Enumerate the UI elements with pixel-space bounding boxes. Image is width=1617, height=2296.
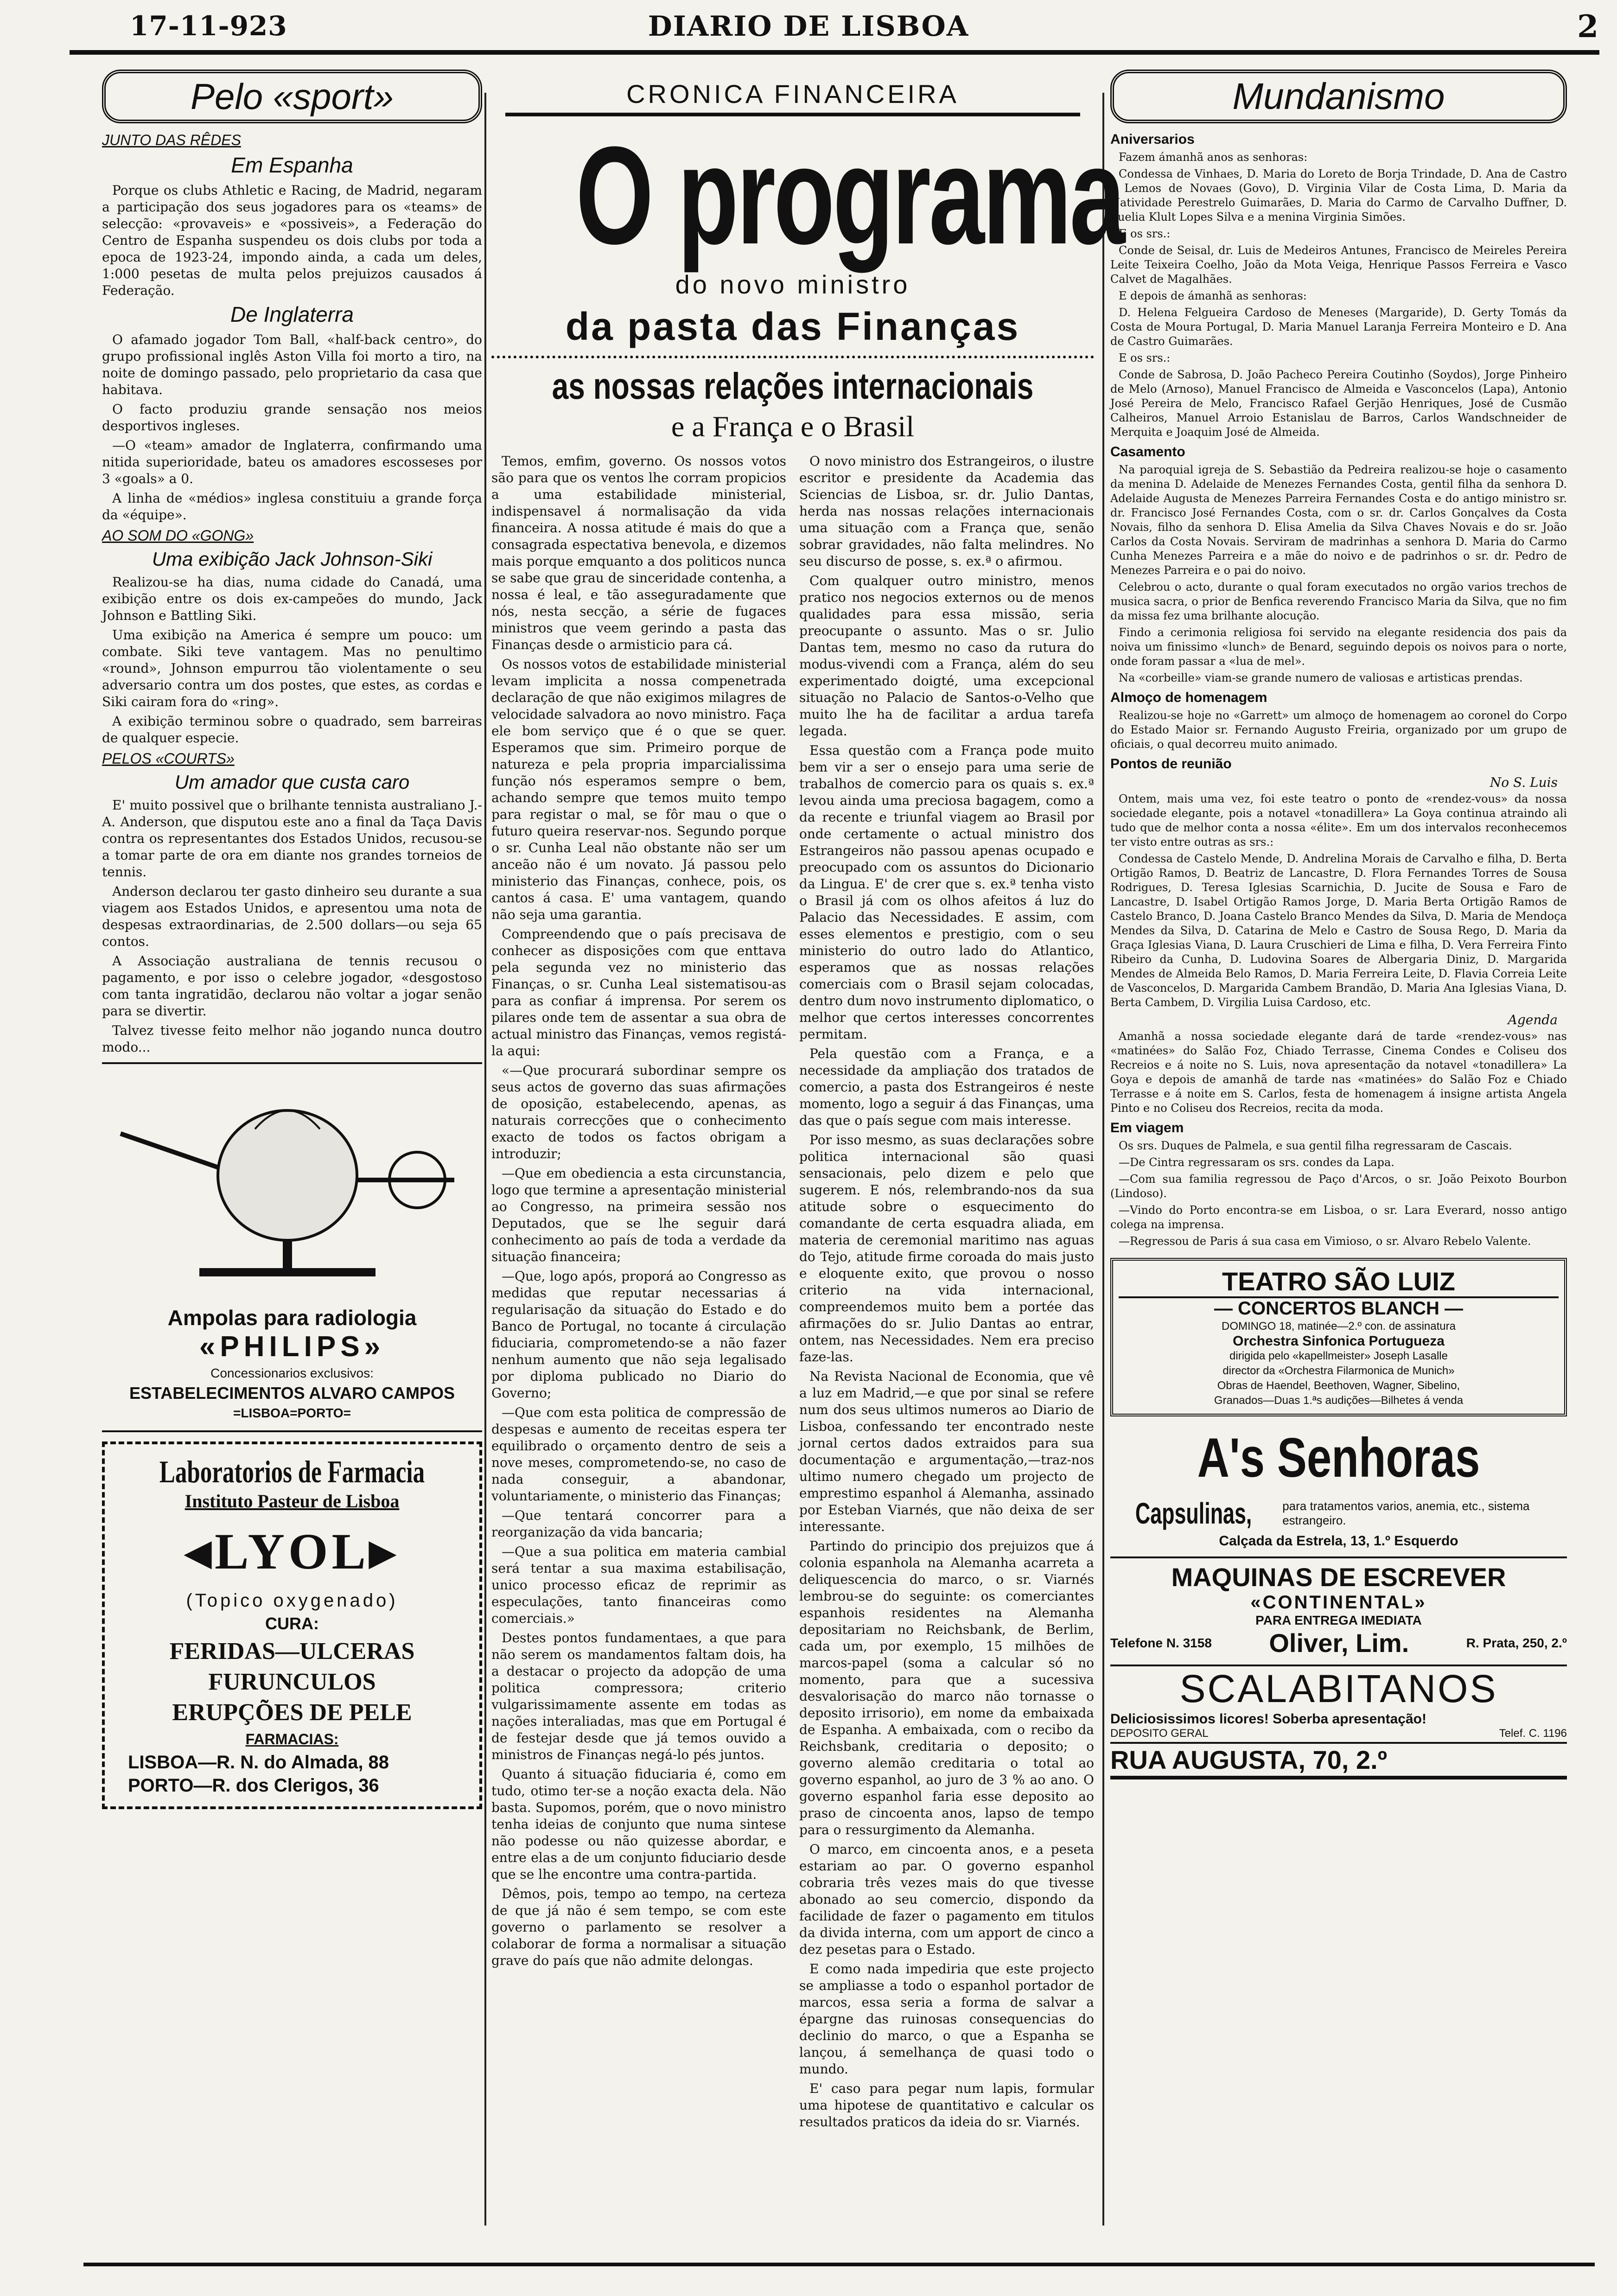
article-paragraph: Pela questão com a França, e a necessidade da ampliação dos tratados de comercio, a pasta dos Estrangeiros é neste momento, logo a seguir á das Finanças, uma das que o país segue com mais interesse. [799,1046,1094,1128]
news-paragraph: Ontem, mais uma vez, foi este teatro o ponto de «rendez-vous» da nossa sociedade elegante, pois a notavel «tonadillera» La Goya continua atraindo ali tudo que de melhor conta a nossa «élite». Em um dos intervalos reconhecemos ter visto entre outras as srs.: [1110,792,1567,848]
article-heading: Em Espanha [231,153,353,177]
ad-text: para tratamentos varios, anemia, etc., sistema estrangeiro. [1282,1499,1530,1527]
news-paragraph: D. Helena Felgueira Cardoso de Meneses (Margaride), D. Gerty Tomás da Costa de Moura Portugal, D. Maria Manuel Laranja Ferreira Monteiro e D. Ana de Castro Guimarães. [1110,306,1567,348]
ad-brand: ◂LYOL▸ [185,1523,399,1580]
news-paragraph: Findo a cerimonia religiosa foi servido na elegante residencia dos pais da noiva um finissimo «lunch» de Benard, seguindo depois os noivos para o norte, onde foram passar a «lua de mel». [1110,626,1567,668]
oliver-line [1110,1628,1567,1658]
ad-text: (Topico oxygenado) [186,1590,398,1611]
ad-headline: Laboratorios de Farmacia [159,1454,425,1489]
subheadline: da pasta das Finanças [565,305,1020,348]
section-heading: Casamento [1110,444,1185,459]
column-divider [484,93,486,2226]
society-section-title: Mundanismo [1110,70,1567,123]
deck-subheadline: e a França e o Brasil [671,410,915,443]
news-paragraph: Na «corbeille» viam-se grande numero de valiosas e artisticas prendas. [1119,671,1523,684]
article-paragraph: A Associação australiana de tennis recusou o pagamento, e por isso o celebre jogador, «desgostoso com tanta ingratidão, declarou não voltar a jogar senão para se divertir. [102,953,482,1019]
kicker-rule [505,113,1080,116]
ad-address: LISBOA—R. N. do Almada, 88 [128,1752,389,1773]
ad-text: dirigida pelo «kapellmeister» Joseph Lasalle [1229,1350,1448,1362]
article-quote: —Que em obediencia a esta circunstancia, logo que termine a apresentação ministerial ao Congresso, na primeira sessão nos Deputados, que se lhe seguir dará conhecimento ao país de toda a verdade da situação financeira; [491,1166,786,1264]
subsection-label: PELOS «COURTS» [102,750,235,767]
news-paragraph: E os srs.: [1119,351,1171,364]
ad-brand: Capsulinas, [1135,1497,1252,1530]
article-paragraph: Com qualquer outro ministro, menos pratico nos negocios externos ou de menos qualidades para essa missão, seria preocupante o assunto. Mas o sr. Julio Dantas tem, mesmo no caso da rutura do modus-vivendi com a França, além do seu experimentado doigté, uma excepcional situação no Palacio de Santos-o-Velho que muito lhe ha de facilitar a ardua tarefa legada. [799,573,1094,739]
ad-text: Obras de Haendel, Beethoven, Wagner, Sibelino, [1217,1379,1460,1392]
article-paragraph: A exibição terminou sobre o quadrado, sem barreiras de qualquer especie. [102,714,482,746]
newspaper-title: DIARIO DE LISBOA [648,10,969,43]
article-body [491,453,1094,2133]
capsulinas-advertisement [1110,1496,1567,1531]
financial-chronicle [491,70,1124,2133]
ad-headline: Ampolas para radiologia [167,1306,417,1330]
article-heading: Uma exibição Jack Johnson-Siki [152,548,433,570]
ad-text: DOMINGO 18, matinée—2.º con. de assinatura [1222,1320,1456,1333]
ad-address: Calçada da Estrela, 13, 1.º Esquerdo [1219,1533,1458,1549]
article-paragraph: Destes pontos fundamentaes, a que para não serem os mandamentos faltam dois, ha a destacar o projecto da adopção de uma politica compressora; criterio vulgarissimamente assente em todas as nações interaliadas, mas que em Portugal é de festejar desde que já temos ouvido a ministros de Finanças negá-lo pés juntos. [491,1630,786,1762]
ad-text: Granados—Duas 1.ªs audições—Bilhetes á venda [1214,1394,1464,1407]
column-divider [1102,93,1104,2226]
article-paragraph: —O «team» amador de Inglaterra, confirmando uma nitida superioridade, bateu os amadores escosseses por 3 «goals» a 0. [102,438,482,486]
article-quote: —Que tentará concorrer para a reorganização da vida bancaria; [491,1508,786,1540]
article-paragraph: E' muito possivel que o brilhante tennista australiano J.-A. Anderson, que disputou este ano a final da Taça Davis contra os representantes dos Estados Unidos, recusou-se a tomar parte de ora em diante nos grandes torneios de tennis. [102,797,482,880]
issue-date: 17-11-923 [130,10,287,42]
article-paragraph: Uma exibição na America é sempre um pouco: um combate. Siki teve vantagem. Mas no penultimo «round», Johnson empurrou tão violentamente o seu adversario contra um dos postes, que estes, as cordas e Siki cairam fora do «ring». [102,627,482,709]
article-paragraph: E como nada impediria que este projecto se ampliasse a todo o espanhol portador de marcos, essa seria a forma de salvar a épargne das ruinosas consequencias do declinio do marco, o que a Espanha se lançou, á semelhança de quasi todo o mundo. [799,1961,1094,2077]
ad-headline: TEATRO SÃO LUIZ [1119,1266,1559,1298]
section-heading: Pontos de reunião [1110,756,1232,772]
ad-cities: =LISBOA=PORTO= [233,1406,351,1420]
news-paragraph: Condessa de Vinhaes, D. Maria do Loreto de Borja Trindade, D. Ana de Castro e Lemos de Novaes (Govo), D. Virginia Vilar de Costa Lima, D. Maria da Natividade Perestrelo Guimarães, D. Maria do Carmo de Carvalho Duffner, D. Luelia Klult Lopes Silva e a menina Virginia Simões. [1110,167,1567,223]
headline: O programa [576,117,1124,273]
news-paragraph: E os srs.: [1119,227,1171,240]
article-quote: —Que a sua politica em materia cambial será tentar a sua maxima estabilisação, unico processo eficaz de reprimir as especulações, tanto financeiras como comerciais.» [491,1544,786,1626]
section-heading: Almoço de homenagem [1110,690,1267,705]
article-paragraph: A linha de «médios» inglesa constituiu a grande força da «équipe». [102,491,482,523]
article-paragraph: Dêmos, pois, tempo ao tempo, na certeza de que já não é sem tempo, se com este governo o parlamento se resolver a colaborar de forma a normalisar a situação grave do país que não admite delongas. [491,1886,786,1968]
article-paragraph: Essa questão com a França pode muito bem vir a ser o ensejo para uma serie de trabalhos de comercio para os quais s. ex.ª levou ainda uma preciosa bagagem, como a da recente e triunfal viagem ao Brasil por onde certamente o actual ministro dos Estrangeiros não passou apenas ocupado e preocupado com os assuntos do Dicionario da Lingua. E' de crer que s. ex.ª tenha visto o Brasil já com os olhos afeitos á luz do Palacio das Necessidades. E assim, com esses elementos e prestigio, com o seu ministerio do outro lado do Atlantico, esperamos que as nossas relações comerciais com o Brasil sejam colocadas, dentro dum novo instrumento diplomatico, o melhor que certos interesses concorrentes permitam. [799,743,1094,1042]
article-paragraph: O marco, em cincoenta anos, e a peseta estariam ao par. O governo espanhol cobraria três vezes mais do que tivesse abonado ao seu comercio, dispondo da facilidade de fazer o pagamento em titulos da divida interna, com um apport de cinco a dez pesetas para o Estado. [799,1842,1094,1957]
page-number: 2 [1577,8,1598,45]
section-heading: Aniversarios [1110,132,1195,147]
article-paragraph: Realizou-se ha dias, numa cidade do Canadá, uma exibição entre os dois ex-campeões do mundo, Jack Johnson e Battling Siki. [102,574,482,623]
article-paragraph: O afamado jogador Tom Ball, «half-back centro», do grupo profissional inglês Aston Villa foi morto a tiro, na noite de domingo passado, pelo proprietario da casa que habitava. [102,332,482,397]
venue-label: No S. Luis [1490,775,1558,790]
top-rule [70,50,1599,55]
ad-text: PARA ENTREGA IMEDIATA [1255,1613,1422,1627]
subsection-label: JUNTO DAS RÊDES [102,132,241,148]
news-paragraph: Realizou-se hoje no «Garrett» um almoço de homenagem ao coronel do Corpo do Estado Maior sr. Fernando Augusto Freiria, organizado por um grupo de oficiais, o qual decorreu muito animado. [1110,709,1567,751]
ad-line: FURUNCULOS [208,1669,376,1695]
sport-section-title: Pelo «sport» [102,70,482,123]
news-paragraph: Fazem ámanhã anos as senhoras: [1119,151,1308,164]
ad-text: Deliciosissimos licores! Soberba apresentação! [1110,1711,1426,1727]
lyol-advertisement [102,1441,482,1809]
ad-address: PORTO—R. dos Clerigos, 36 [128,1775,379,1796]
ad-company: Oliver, Lim. [1269,1628,1409,1658]
ad-subtitle: — CONCERTOS BLANCH — [1214,1298,1464,1319]
masthead [0,0,1617,51]
xray-tube-illustration [102,1064,482,1305]
section-kicker: CRONICA FINANCEIRA [626,79,959,108]
teatro-advertisement [1110,1258,1567,1416]
ad-text: Concessionarios exclusivos: [210,1366,374,1380]
news-paragraph: Conde de Sabrosa, D. João Pacheco Pereira Coutinho (Soydos), Jorge Pinheiro de Melo (Arnoso), Manuel Francisco de Almeida e Vasconcelos (Lapa), Antonio José Pereira de Melo, Francisco Rafael Gerjão Henriques, José de Cusmão Calheiros, Manuel Arroio Estanislau de Barros, Carlos Wandschneider de Merquita e Joaquim José de Almeida. [1110,368,1567,439]
ad-line: ERUPÇÕES DE PELE [172,1699,412,1726]
article-paragraph: Partindo do principio dos prejuizos que á colonia espanhola na Alemanha acarreta a deliquescencia do marco, o sr. Viarnés lembrou-se do seguinte: os comerciantes espanhois residentes na Alemanha depositariam no Reichsbank, de Berlim, cada um, por exemplo, 15 milhões de marcos-papel (soma a calcular só no momento, para que a sucessiva desvalorisação do marco não tornasse o deposito irrisorio), em nome da embaixada de Espanha. A embaixada, com o recibo da Reichsbank, creditaria o deposito; o governo alemão creditaria o total ao governo espanhol, ao juro de 3 % ao ano. O governo espanhol faria esse deposito ao praso de cincoenta anos, lapso de tempo para o ressurgimento da Alemanha. [799,1538,1094,1837]
news-paragraph: Celebrou o acto, durante o qual foram executados no orgão varios trechos de musica sacra, o prior de Benfica reverendo Francisco Maria da Silva, que no fim da missa fez uma brilhante alocução. [1110,580,1567,622]
ad-text: director da «Orchestra Filarmonica de Munich» [1222,1365,1455,1377]
ad-address: RUA AUGUSTA, 70, 2.º [1110,1742,1567,1779]
article-paragraph: O facto produziu grande sensação nos meios desportivos ingleses. [102,402,482,434]
news-paragraph: Amanhã a nossa sociedade elegante dará de tarde «rendez-vous» nas «matinées» do Salão Foz, Chiado Terrasse, Cinema Condes e Coliseu dos Recreios e á noite no S. Luis, nova apresentação da notavel «tonadillera» La Goya e depois de amanhã de tarde nas «matinées» do Salão Foz e Chiado Terrasse e á noite em S. Carlos, festa de homenagem á insigne artista Angela Pinto e no Coliseu dos Recreios, recita da moda. [1110,1030,1567,1115]
philips-advertisement [102,1062,482,1432]
news-paragraph: —Vindo do Porto encontra-se em Lisboa, o sr. Lara Everard, nosso antigo colega na imprensa. [1110,1204,1567,1231]
article-heading: Um amador que custa caro [174,771,410,793]
ad-subtitle: Instituto Pasteur de Lisboa [185,1491,400,1512]
article-paragraph: Porque os clubs Athletic e Racing, de Madrid, negaram a participação dos seus jogadores para os «teams» de selecção: «provaveis» e «possiveis», a Federação do Centro de Espanha suspendeu os dois clubs por toda a epoca de 1923-24, impondo ainda, a cada um deles, 1:000 pesetas de multa pelos prejuizos causados á Federação. [102,183,482,298]
dotted-rule [491,356,1094,358]
article-paragraph: Anderson declarou ter gasto dinheiro seu durante a sua viagem aos Estados Unidos, e apresentou uma nota de despesas extraordinarias, de 2.500 dollars—ou seja 65 contos. [102,884,482,949]
scalabitanos-details [1110,1727,1567,1740]
ad-text: DEPOSITO GERAL [1110,1727,1209,1740]
article-paragraph: Por isso mesmo, as suas declarações sobre politica internacional são quasi sensacionais, pelo dizem e pelo que sugerem. E nós, relembrando-nos da sua atitude sobre o esquecimento do comandante de certa esquadra aliada, em materia de ceremonial maritimo nas aguas do Tejo, atitude firme coroada do mais justo e eloquente exito, que provou o nosso criterio na vida internacional, compreendemos muito bem a portée das afirmações do sr. Julio Dantas ao entrar, ontem, nas Necessidades. Nem era preciso faze-las. [799,1132,1094,1365]
ad-phone: Telefone N. 3158 [1110,1635,1212,1650]
news-paragraph: —Regressou de Paris á sua casa em Vimioso, o sr. Alvaro Rebelo Valente. [1119,1235,1531,1248]
article-paragraph: Os nossos votos de estabilidade ministerial levam implicita a nossa compenetrada declaração de que não exigimos milagres de velocidade salvadora ao novo ministro. Faça ele bom serviço que é o que se quer. Esperamos que sim. Primeiro porque de natureza e pela propria imparcialissima função nós esperamos sempre o bem, achando sempre que temos muito tempo para registar o mal, se fôr mau o que o futuro queira reservar-nos. Segundo porque o sr. Cunha Leal não obstante não ser um anceão não é um novato. Já passou pelo ministerio das Finanças, conhece, pois, os cantos á casa. E' uma vantagem, quando não seja uma garantia. [491,657,786,922]
news-paragraph: Conde de Seisal, dr. Luis de Medeiros Antunes, Francisco de Meireles Pereira Leite Teixeira Coelho, João da Mota Veiga, Henrique Passos Ferreira e Vasco Calvet de Magalhães. [1110,244,1567,286]
deck-headline: as nossas relações internacionais [552,365,1034,407]
ad-text: CURA: [265,1614,319,1633]
ad-address: R. Prata, 250, 2.º [1466,1635,1567,1650]
article-paragraph: Quanto á situação fiduciaria é, como em tudo, otimo ter-se a noção exacta dela. Não basta. Supomos, porém, que o novo ministro tenha ideias de conjunto que numa sintese não podesse ou não quizesse abordar, e entre elas a de um conjunto fiduciario desde que se lhe encontre uma contra-partida. [491,1767,786,1882]
ad-headline: MAQUINAS DE ESCREVER [1110,1556,1567,1592]
ad-phone: Telef. C. 1196 [1499,1727,1567,1740]
news-paragraph: Na paroquial igreja de S. Sebastião da Pedreira realizou-se hoje o casamento da menina D. Adelaide de Menezes Fernandes Costa, gentil filha da senhora D. Adelaide Augusta de Menezes Parreira Fernandes Costa e do antigo ministro sr. dr. Francisco José Fernandes Costa, com o sr. dr. Carlos Gonçalves da Costa Novais, filho da senhora D. Elisa Amelia da Silva Chaves Novais e do sr. João Carlos da Costa Novais. Serviram de madrinhas a senhora D. Maria do Carmo Cunha Menezes Parreira e a mãe do noivo e de padrinhos o sr. dr. Pedro de Menezes Parreira e o pai do noivo. [1110,463,1567,577]
news-paragraph: —Com sua familia regressou de Paço d'Arcos, o sr. João Peixoto Bourbon (Lindoso). [1110,1173,1567,1200]
ad-brand: «PHILIPS» [199,1331,385,1363]
article-quote: «—Que procurará subordinar sempre os seus actos de governo das suas afirmações de oposição, estabelecendo, apenas, as naturais correcções que o conhecimento exacto de todos os factos obrigam a introduzir; [491,1063,786,1161]
article-paragraph: Talvez tivesse feito melhor não jogando nunca doutro modo... [102,1023,482,1055]
section-heading: Em viagem [1110,1120,1184,1135]
article-paragraph: O novo ministro dos Estrangeiros, o ilustre escritor e presidente da Academia das Sciencias de Lisboa, sr. dr. Julio Dantas, herda nas nossas relações internacionais uma situação com a França que, senão sobrar gravidades, não falta melindres. No seu discurso de posse, s. ex.ª o afirmou. [799,453,1094,569]
article-column [491,453,786,2133]
article-paragraph: Temos, emfim, governo. Os nossos votos são para que os ventos lhe corram propicios a uma estabilidade ministerial, indispensavel á normalisação da vida financeira. A nossa atitude é mais do que a consagrada espectativa benevola, e dizemos mais porque emquanto a dos politicos nunca se sabe que grau de sinceridade contenha, a nossa é leal, e tão asseguradamente que nós, nesta secção, a série de fugaces ministros que veem gerindo a pasta das Finanças desde o armisticio para cá. [491,453,786,652]
article-quote: —Que com esta politica de compressão de despesas e aumento de receitas espera ter equilibrado o orçamento dentro de seis a nove meses, comprometendo-se, no caso de nada conseguir, a abandonar, voluntariamente, o ministerio das Finanças; [491,1405,786,1504]
venue-label: Agenda [1508,1012,1558,1027]
news-paragraph: Condessa de Castelo Mende, D. Andrelina Morais de Carvalho e filha, D. Berta Ortigão Ramos, D. Beatriz de Lancastre, D. Flora Fernandes Torres de Sousa Rodrigues, D. Teresa Iglesias Scarnichia, D. Jucite de Sousa e Faro de Lancastre, D. Isabel Ortigão Ramos Jorge, D. Maria Berta Ortigão Ramos de Castelo Branco, D. Joana Castelo Branco Mendes da Silva, D. Maria de Mendoça Mendes da Silva, D. Catarina de Melo e Castro de Sousa Rego, D. Maria da Graça Iglesias Viana, D. Laura Cruschieri de Lima e filha, D. Vera Ferreira Finto Ribeiro da Cunha, D. Ludovina Soares de Albergaria Diniz, D. Margarida Mendes de Almeida Belo Ramos, D. Maria Ferreira Leite, D. Flavia Correia Leite de Vasconcelos, D. Margarida Cambem Brandão, D. Maria Ana Iglesias Viana, D. Berta Cambem, D. Virgilia Luisa Cardoso, etc. [1110,852,1567,1009]
ad-company: ESTABELECIMENTOS ALVARO CAMPOS [129,1384,455,1403]
bottom-rule [83,2263,1595,2266]
sport-column [102,70,482,1816]
article-paragraph: Na Revista Nacional de Economia, que vê a luz em Madrid,—e que por sinal se refere num dos seus ultimos numeros ao Diario de Lisboa, confessando ter encontrado neste jornal certos dados extraidos para sua documentação e argumentação,—traz-nos ultimo numero chegado um projecto de emprestimo espanhol á Alemanha, assinado por Esteban Viarnés, que não deixa de ser interessante. [799,1369,1094,1534]
article-quote: —Que, logo após, proporá ao Congresso as medidas que reputar necessarias á regularisação da situação do Estado e do Banco de Portugal, no tocante á circulação fiduciaria, comprometendo-se a não fazer nenhum aumento que não seja legalisado por diploma publicado no Diario do Governo; [491,1269,786,1401]
ad-line: FERIDAS—ULCERAS [169,1638,415,1665]
ad-text: Orchestra Sinfonica Portugueza [1233,1333,1445,1349]
article-heading: De Inglaterra [230,302,354,326]
article-column [799,453,1094,2133]
subheadline: do novo ministro [675,270,910,299]
ad-brand: «CONTINENTAL» [1250,1592,1427,1613]
ad-text: FARMACIAS: [245,1731,339,1748]
article-paragraph: E' caso para pegar num lapis, formular uma hipotese de quantitativo e calcular os resultados praticos da ideia do sr. Viarnés. [799,2081,1094,2130]
ad-headline: SCALABITANOS [1110,1665,1567,1711]
news-paragraph: Os srs. Duques de Palmela, e sua gentil filha regressaram de Cascais. [1119,1139,1512,1152]
society-column [1110,70,1567,1779]
article-paragraph: Compreendendo que o país precisava de conhecer as disposições com que enttava pela segunda vez no ministerio das Finanças, o sr. Cunha Leal sistematisou-as para as confiar á imprensa. Por serem os pilares onde tem de assentar a sua obra de actual ministro das Finanças, vemos registá-la aqui: [491,926,786,1059]
subsection-label: AO SOM DO «GONG» [102,527,254,544]
news-paragraph: E depois de ámanhã as senhoras: [1119,289,1307,302]
news-paragraph: —De Cintra regressaram os srs. condes da Lapa. [1119,1156,1394,1169]
ad-headline: A's Senhoras [1197,1427,1480,1489]
